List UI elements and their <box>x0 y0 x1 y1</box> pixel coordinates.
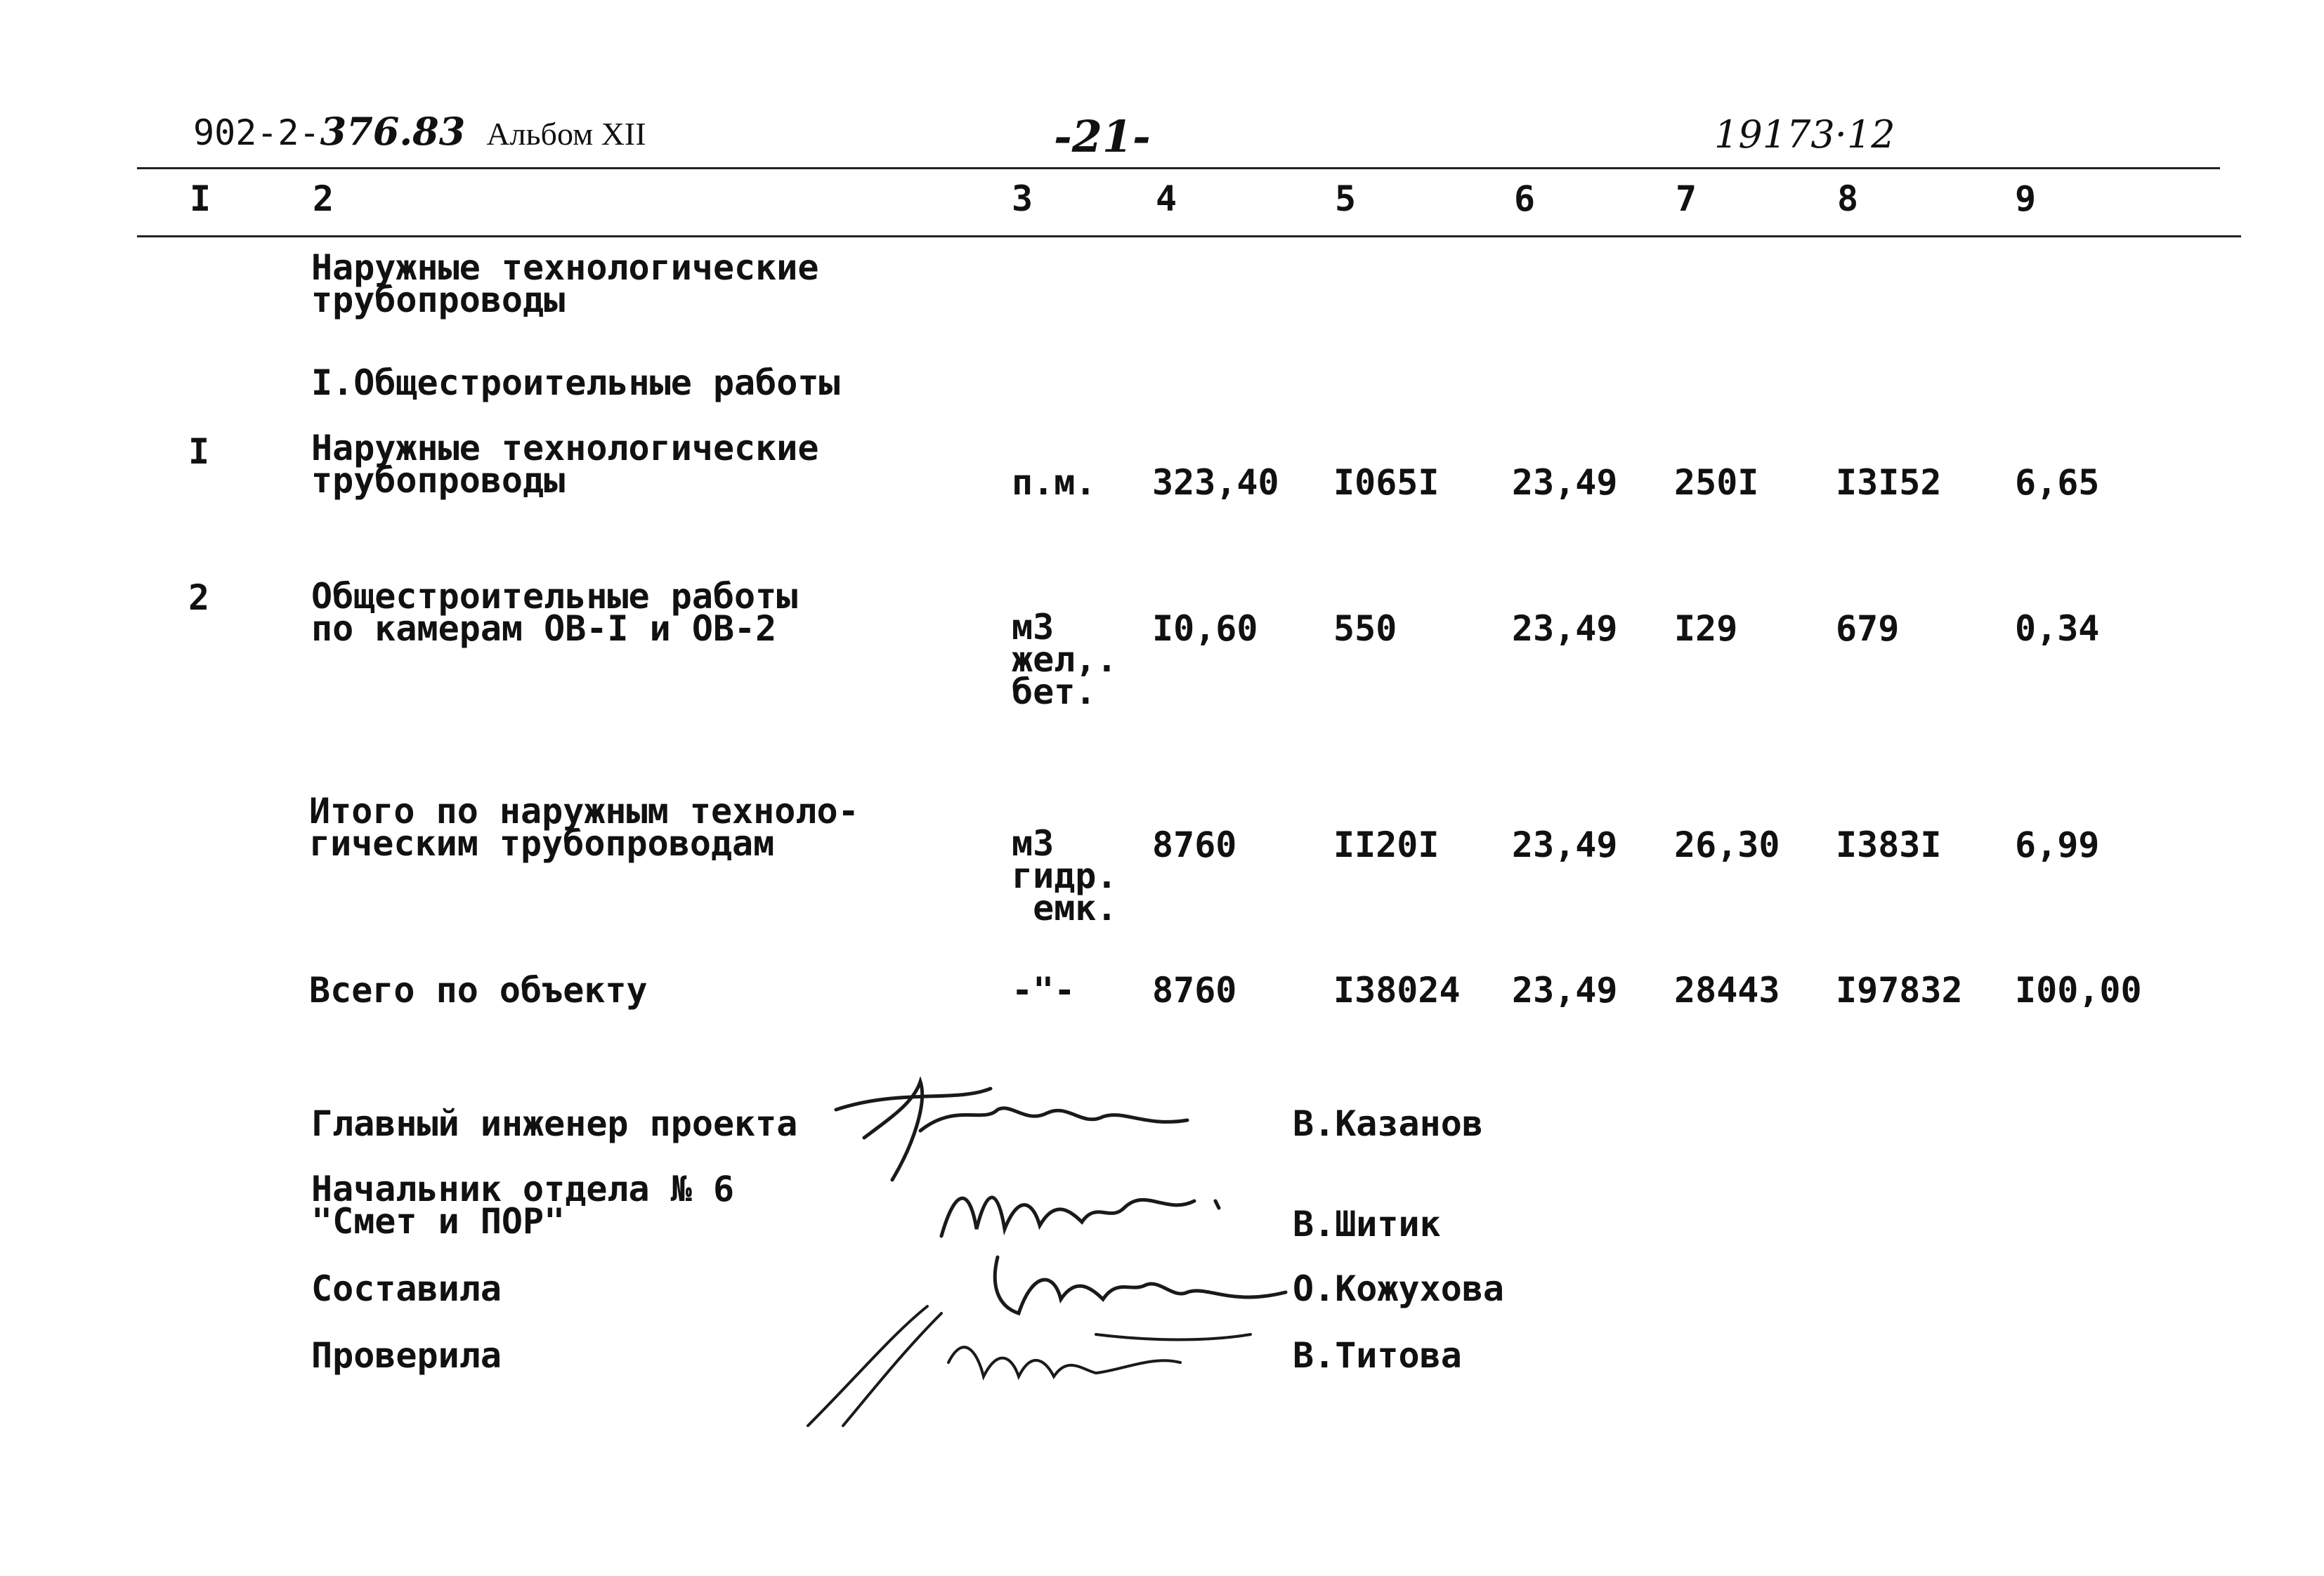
doc-code-handwritten: 376.83 <box>320 109 466 154</box>
row-4-col4: 8760 <box>1152 970 1237 1011</box>
row-1-unit: п.м. <box>1012 462 1097 503</box>
sign-name-compiled: О.Кожухова <box>1293 1268 1505 1309</box>
row-2-col5: 550 <box>1333 608 1397 649</box>
row-3-col4: 8760 <box>1152 825 1237 865</box>
row-3-col8: I383I <box>1836 825 1942 865</box>
row-2-col4: I0,60 <box>1152 608 1258 649</box>
signature-scribble-2 <box>927 1159 1251 1257</box>
row-3-col9: 6,99 <box>2015 825 2100 865</box>
col-header-5: 5 <box>1335 178 1357 219</box>
row-1-col9: 6,65 <box>2015 462 2100 503</box>
sign-name-dept-head: В.Шитик <box>1293 1204 1441 1245</box>
album-label: Альбом XII <box>486 116 646 152</box>
col-header-2: 2 <box>313 178 334 219</box>
row-4-col9: I00,00 <box>2015 970 2142 1011</box>
inventory-number: 19173·12 <box>1714 112 1895 157</box>
row-2-num: 2 <box>188 577 210 618</box>
signature-scribble-4 <box>787 1292 1265 1433</box>
row-2-col7: I29 <box>1674 608 1738 649</box>
row-1-col6: 23,49 <box>1512 462 1618 503</box>
row-2-name: Общестроительные работы по камерам ОВ-I и ОВ-2 <box>311 576 798 649</box>
row-2-unit: м3 жел,. бет. <box>1012 607 1118 712</box>
row-4-col5: I38024 <box>1333 970 1461 1011</box>
row-4-col6: 23,49 <box>1512 970 1618 1011</box>
col-header-8: 8 <box>1837 178 1859 219</box>
col-header-1: I <box>190 178 211 219</box>
sign-role-compiled: Составила <box>311 1268 502 1309</box>
header-rule-bottom <box>137 235 2241 237</box>
doc-code <box>193 109 646 154</box>
doc-code-prefix: 902-2- <box>193 112 320 153</box>
row-3-col7: 26,30 <box>1674 825 1780 865</box>
page-number: -21- <box>1054 111 1151 162</box>
row-4-unit: -"- <box>1012 970 1076 1011</box>
col-header-9: 9 <box>2015 178 2037 219</box>
row-2-col6: 23,49 <box>1512 608 1618 649</box>
col-header-4: 4 <box>1156 178 1177 219</box>
sign-name-chief-engineer: В.Казанов <box>1293 1103 1483 1144</box>
sign-name-checked: В.Титова <box>1293 1335 1462 1376</box>
row-1-col5: I065I <box>1333 462 1440 503</box>
row-4-col8: I97832 <box>1836 970 1963 1011</box>
sign-role-dept-head: Начальник отдела № 6 "Смет и ПОР" <box>311 1169 735 1242</box>
row-1-name: Наружные технологические трубопроводы <box>311 428 819 501</box>
col-header-6: 6 <box>1514 178 1536 219</box>
sign-role-chief-engineer: Главный инженер проекта <box>311 1103 798 1144</box>
header-rule-top <box>137 167 2220 169</box>
row-1-col4: 323,40 <box>1152 462 1279 503</box>
section-title: Наружные технологические трубопроводы <box>311 247 819 320</box>
col-header-3: 3 <box>1012 178 1033 219</box>
row-3-col6: 23,49 <box>1512 825 1618 865</box>
row-2-col9: 0,34 <box>2015 608 2100 649</box>
col-header-7: 7 <box>1676 178 1697 219</box>
row-1-col7: 250I <box>1674 462 1759 503</box>
sign-role-checked: Проверила <box>311 1335 502 1376</box>
row-1-num: I <box>188 431 210 472</box>
row-4-name: Всего по объекту <box>309 970 648 1011</box>
row-2-col8: 679 <box>1836 608 1900 649</box>
row-1-col8: I3I52 <box>1836 462 1942 503</box>
row-3-col5: II20I <box>1333 825 1440 865</box>
row-3-unit: м3 гидр. емк. <box>1012 823 1118 928</box>
row-4-col7: 28443 <box>1674 970 1780 1011</box>
section-subtitle: I.Общестроительные работы <box>311 362 840 403</box>
row-3-name: Итого по наружным техноло- гическим трубопроводам <box>309 791 859 864</box>
